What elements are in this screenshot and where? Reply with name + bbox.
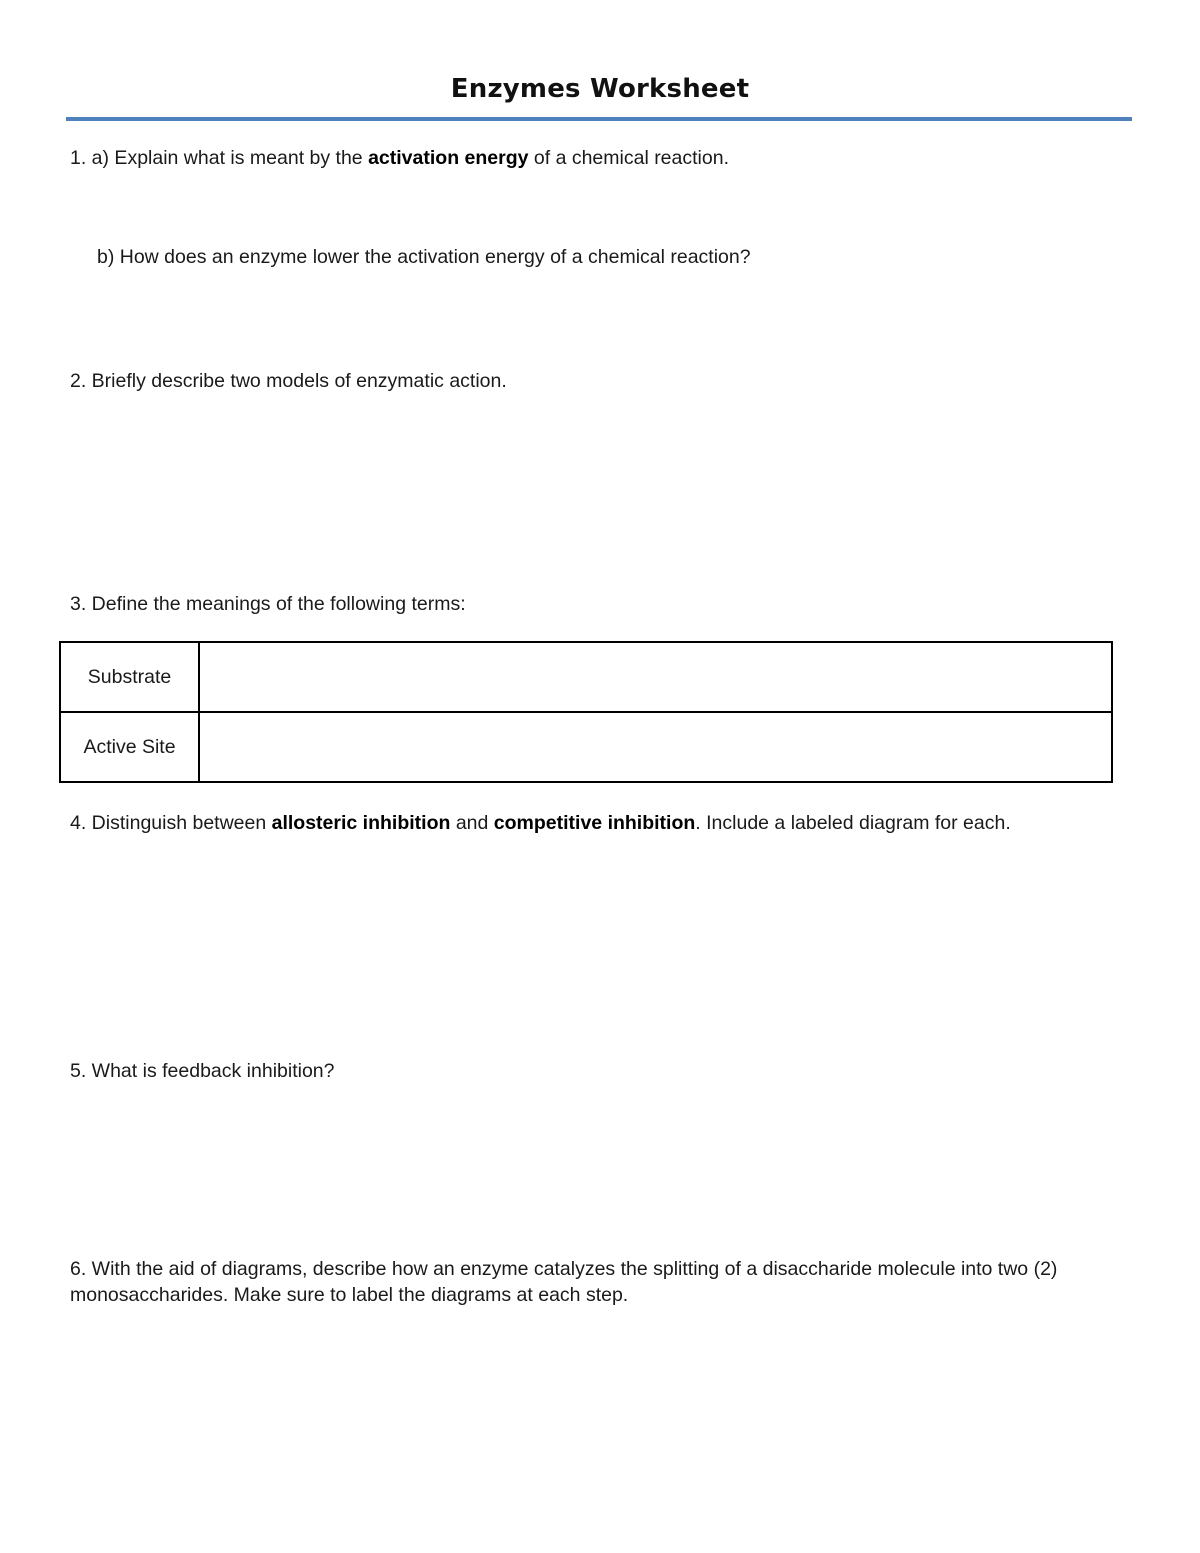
- question-1a-term: activation energy: [368, 147, 529, 169]
- question-4-term-allosteric: allosteric inhibition: [271, 812, 451, 834]
- terms-table: [59, 641, 1113, 783]
- worksheet-title: Enzymes Worksheet: [450, 74, 750, 104]
- term-cell-active-site: Active Site: [60, 712, 199, 782]
- answer-cell-substrate[interactable]: [199, 642, 1112, 712]
- question-4: [70, 810, 1011, 836]
- term-cell-substrate: Substrate: [60, 642, 199, 712]
- question-4-middle: and: [450, 812, 494, 834]
- terms-table-row: [60, 642, 1112, 712]
- question-4-suffix: . Include a labeled diagram for each.: [695, 812, 1011, 834]
- question-4-prefix: 4. Distinguish between: [70, 812, 272, 834]
- question-1a-prefix: 1. a) Explain what is meant by the: [70, 147, 369, 169]
- terms-table-row: [60, 712, 1112, 782]
- answer-cell-active-site[interactable]: [199, 712, 1112, 782]
- question-1b: b) How does an enzyme lower the activation energy of a chemical reaction?: [97, 246, 751, 268]
- question-1a: [70, 145, 729, 171]
- question-2: 2. Briefly describe two models of enzymatic action.: [70, 370, 507, 392]
- question-4-term-competitive: competitive inhibition: [493, 812, 696, 834]
- question-5: 5. What is feedback inhibition?: [70, 1060, 335, 1082]
- title-divider: [66, 117, 1132, 121]
- question-1a-suffix: of a chemical reaction.: [528, 147, 729, 169]
- question-6: 6. With the aid of diagrams, describe how an enzyme catalyzes the splitting of a disaccharide molecule into two (2) monosaccharides. Make sure to label the diagrams at each step.: [70, 1258, 1058, 1306]
- question-3: 3. Define the meanings of the following terms:: [70, 593, 466, 615]
